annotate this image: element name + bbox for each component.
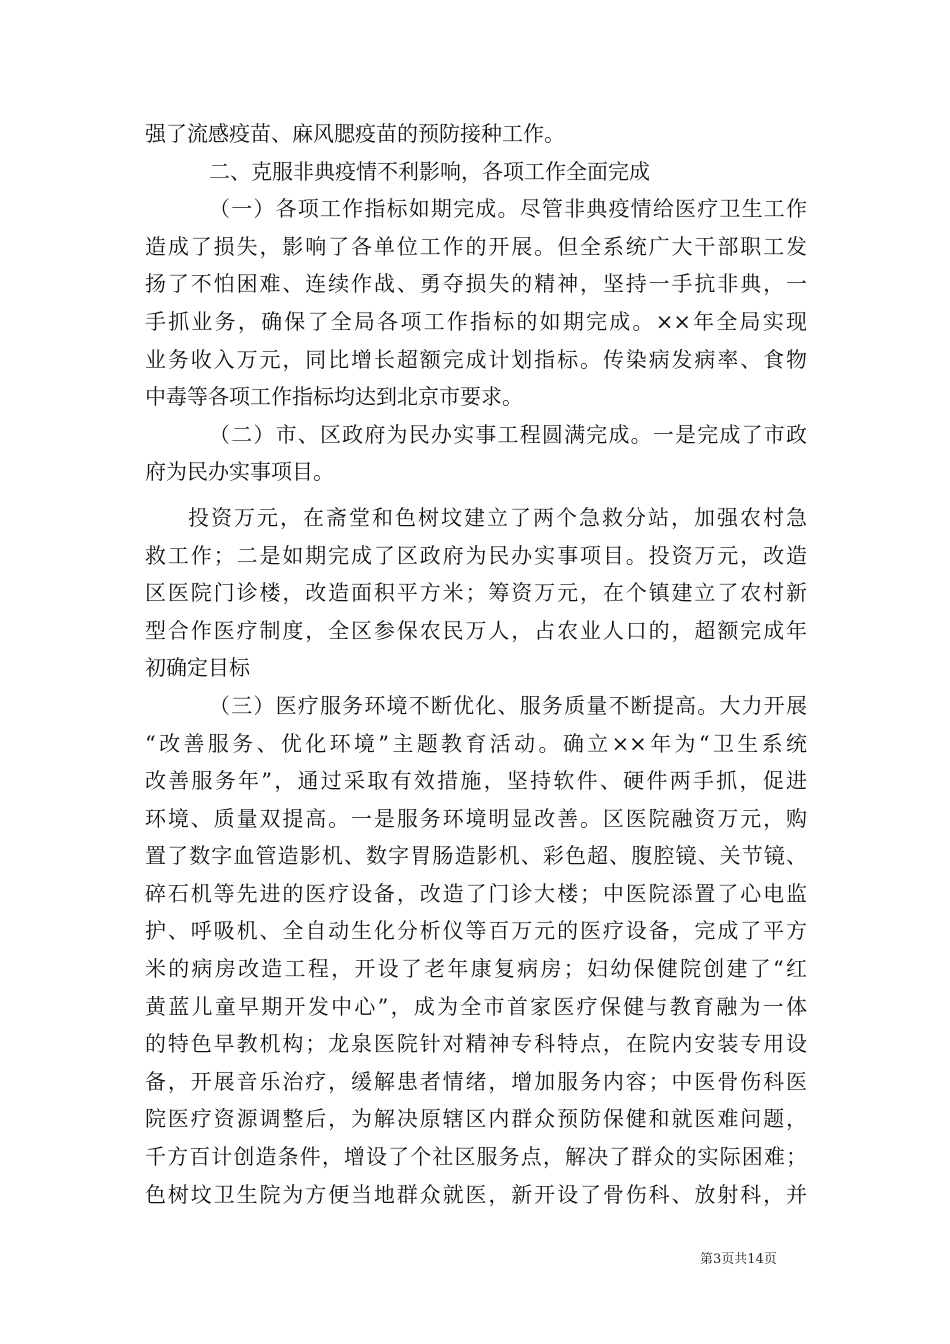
text-line: 黄蓝儿童早期开发中心”，成为全市首家医疗保健与教育融为一体 xyxy=(145,994,807,1019)
text-line: 业务收入万元，同比增长超额完成计划指标。传染病发病率、食物 xyxy=(145,347,807,372)
text-line: 扬了不怕困难、连续作战、勇夺损失的精神，坚持一手抗非典，一 xyxy=(145,272,807,297)
text-line: （二）市、区政府为民办实事工程圆满完成。一是完成了市政 xyxy=(209,422,807,447)
paragraph-gap xyxy=(145,492,807,500)
text-line: 府为民办实事项目。 xyxy=(145,460,334,485)
text-line: 救工作；二是如期完成了区政府为民办实事项目。投资万元，改造 xyxy=(145,543,807,568)
text-line: 型合作医疗制度，全区参保农民万人，占农业人口的，超额完成年 xyxy=(145,618,807,643)
text-line: 院医疗资源调整后，为解决原辖区内群众预防保健和就医难问题， xyxy=(145,1107,807,1132)
text-line: 护、呼吸机、全自动生化分析仪等百万元的医疗设备，完成了平方 xyxy=(145,919,807,944)
text-line: 强了流感疫苗、麻风腮疫苗的预防接种工作。 xyxy=(145,122,565,146)
text-line: 备，开展音乐治疗，缓解患者情绪，增加服务内容；中医骨伤科医 xyxy=(145,1069,807,1094)
text-line: 改善服务年”，通过采取有效措施，坚持软件、硬件两手抓，促进 xyxy=(145,769,807,794)
text-line: 投资万元，在斋堂和色树坟建立了两个急救分站，加强农村急 xyxy=(188,505,807,530)
text-line: 手抓业务，确保了全局各项工作指标的如期完成。××年全局实现 xyxy=(145,309,807,334)
page-number: 第3页共14页 xyxy=(700,1252,777,1267)
text-line: 色树坟卫生院为方便当地群众就医，新开设了骨伤科、放射科，并 xyxy=(145,1182,807,1207)
text-line: （三）医疗服务环境不断优化、服务质量不断提高。大力开展 xyxy=(209,693,807,718)
text-line: 中毒等各项工作指标均达到北京市要求。 xyxy=(145,385,523,410)
text-line: 碎石机等先进的医疗设备，改造了门诊大楼；中医院添置了心电监 xyxy=(145,881,807,906)
document-body xyxy=(145,116,807,1214)
text-line: （一）各项工作指标如期完成。尽管非典疫情给医疗卫生工作 xyxy=(209,197,807,222)
text-line: 置了数字血管造影机、数字胃肠造影机、彩色超、腹腔镜、关节镜、 xyxy=(145,844,807,869)
text-line: 初确定目标 xyxy=(145,656,250,681)
section-heading: 二、克服非典疫情不利影响，各项工作全面完成 xyxy=(209,159,650,184)
text-line: 造成了损失，影响了各单位工作的开展。但全系统广大干部职工发 xyxy=(145,234,807,259)
text-line: 米的病房改造工程，开设了老年康复病房；妇幼保健院创建了“红 xyxy=(145,957,807,982)
text-line: 千方百计创造条件，增设了个社区服务点，解决了群众的实际困难； xyxy=(145,1145,807,1170)
text-line: 环境、质量双提高。一是服务环境明显改善。区医院融资万元，购 xyxy=(145,806,807,831)
text-line: 的特色早教机构；龙泉医院针对精神专科特点，在院内安装专用设 xyxy=(145,1032,807,1057)
text-line: “改善服务、优化环境”主题教育活动。确立××年为“卫生系统 xyxy=(145,731,807,756)
text-line: 区医院门诊楼，改造面积平方米；筹资万元，在个镇建立了农村新 xyxy=(145,581,807,606)
